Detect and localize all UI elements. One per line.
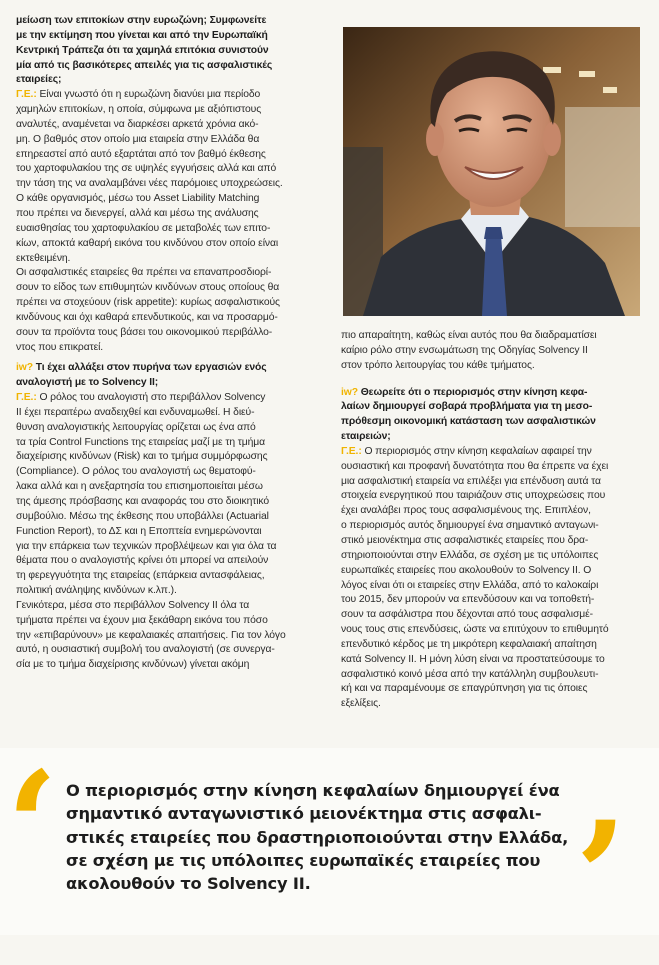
open-quote-icon: ‘ — [6, 739, 59, 915]
text-line: κατά Solvency II. Η μόνη λύση είναι να προστατεύσουμε το — [341, 653, 605, 665]
text-line: του 2015, δεν μπορούν να επενδύσουν και να τοποθετή- — [341, 594, 595, 606]
text-line: με την εκτίμηση που γίνεται και από την Ευρωπαϊκή — [16, 29, 268, 41]
pull-quote-line: σημαντικό ανταγωνιστικό μειονέκτημα στις ασφαλι- — [66, 804, 542, 824]
text-line: συμβούλιο. Μέσω της έκθεσης που υποβάλλει (Actuarial — [16, 510, 269, 522]
portrait-photo-icon — [343, 27, 640, 316]
text-line: μια ασφαλιστική εταιρεία να επιλέξει για επένδυση αυτά τα — [341, 475, 601, 487]
text-line: στοιχεία ενεργητικού που ταιριάζουν στις υποχρεώσεις που — [341, 490, 606, 502]
portrait-photo — [343, 27, 640, 316]
text-line: για την επάρκεια των τεχνικών προβλέψεων και για όλα τα — [16, 540, 277, 552]
text-line: νους τους στις επενδύσεις, ώστε να επιτύχουν το επιθυμητό — [341, 624, 609, 636]
pull-quote — [66, 779, 606, 895]
question-3 — [341, 386, 643, 445]
right-column — [341, 329, 643, 712]
answer-first-line — [16, 391, 324, 406]
answer-first-text: Ο περιορισμός στην κίνηση κεφαλαίων αφαιρεί την — [361, 445, 592, 457]
text-line: αναλυτές, αναμένεται να διαρκέσει αρκετά χρόνια ακό- — [16, 118, 259, 130]
text-line: μείωση των επιτοκίων στην ευρωζώνη; Συμφωνείτε — [16, 15, 267, 26]
text-line: κή και να παραμένουμε σε επαγρύπνηση για τις όποιες — [341, 683, 588, 695]
text-line: θέματα που ο αναλογιστής κρίνει ότι μπορεί να απειλούν — [16, 555, 269, 567]
text-line: κίων, αποκτά καθαρή εικόνα του κινδύνου στον οποίο είναι — [16, 237, 279, 249]
text-line: λακα αλλά και η ανεξαρτησία του επισημοποιείται μέσω — [16, 481, 263, 493]
question-1-continuation — [16, 14, 324, 88]
text-line: αυτό, η ουσιαστική συμβολή του αναλογιστή (σε συνεργα- — [16, 644, 275, 656]
text-line: σουν τα προϊόντα τους βάσει του οικονομικού περιβάλλο- — [16, 326, 273, 338]
text-line: εταιρειών; — [341, 431, 391, 443]
text-line: εταιρείες; — [16, 74, 62, 86]
text-line: διαχείρισης κινδύνων (Risk) και το τμήμα συμμόρφωσης — [16, 451, 268, 463]
pull-quote-line: ακολουθούν το Solvency II. — [66, 874, 311, 894]
speaker-tag: Γ.Ε.: — [16, 89, 37, 101]
text-line: εκτεθειμένη. — [16, 252, 71, 264]
question-2 — [16, 361, 324, 391]
speaker-tag: Γ.Ε.: — [16, 392, 37, 404]
text-line: πολιτική ανάληψης κινδύνων κ.λπ.). — [16, 585, 177, 597]
text-line: τμήματα πρέπει να έχουν μια ξεκάθαρη εικόνα του πόσο — [16, 614, 268, 626]
text-line: του χαρτοφυλακίου της σε υψηλές εγγυήσεις αλλά και από — [16, 163, 277, 175]
text-line: ευαισθησίας του χαρτοφυλακίου σε μεταβολές των επιτο- — [16, 222, 271, 234]
text-line: Function Report), το ΔΣ και η Εποπτεία ενημερώνονται — [16, 525, 262, 537]
question-first-line — [341, 386, 643, 401]
text-line: καίριο ρόλο στην ενσωμάτωση της Οδηγίας Solvency II — [341, 344, 588, 356]
text-line: πιο απαραίτητη, καθώς είναι αυτός που θα διαδραματίσει — [341, 330, 597, 341]
text-line: εξελίξεις. — [341, 698, 381, 710]
text-line: Ο κάθε οργανισμός, μέσω του Asset Liability Matching — [16, 193, 260, 205]
question-first-text: Τι έχει αλλάξει στον πυρήνα των εργασιών ενός — [32, 362, 267, 374]
text-line: ο περιορισμός αυτός δημιουργεί ένα σημαντικό ανταγωνι- — [341, 520, 599, 532]
text-line: λόγος είναι ότι οι εταιρείες στην Ελλάδα, από το καλοκαίρι — [341, 579, 599, 591]
text-line: ευρωπαϊκές εταιρείες που ακολουθούν το Solvency II. Ο — [341, 564, 592, 576]
text-line: θυνση αναλογιστικής λειτουργίας ορίζεται ως ένα από — [16, 421, 256, 433]
answer-1 — [16, 88, 324, 355]
pull-quote-section — [0, 739, 659, 965]
text-line: μη. Ο βαθμός στον οποίο μια εταιρεία στην Ελλάδα θα — [16, 133, 260, 145]
text-line: Οι ασφαλιστικές εταιρείες θα πρέπει να επαναπροσδιορί- — [16, 267, 272, 279]
text-line: σία με το τμήμα διαχείρισης κινδύνων) γίνεται ακόμη — [16, 659, 250, 671]
text-line: πρέπει να στοχεύουν (risk appetite): κυρίως ασφαλιστικούς — [16, 297, 280, 309]
answer-first-line — [16, 88, 324, 103]
text-line: στικό μειονέκτημα στις ασφαλιστικές εταιρείες που δρα- — [341, 534, 589, 546]
left-column — [16, 14, 324, 673]
text-line: ουσιαστική και προφανή δυνατότητα που θα έπρεπε να έχει — [341, 460, 609, 472]
text-line: της άμεσης πρόσβασης και αναφοράς του στο διοικητικό — [16, 496, 270, 507]
text-line: χαμηλών επιτοκίων, η οποία, σύμφωνα με αξιόπιστους — [16, 104, 262, 116]
answer-first-text: Ο ρόλος του αναλογιστή στο περιβάλλον Solvency — [36, 392, 266, 404]
text-line: επενδυτικό κέρδος με τη μικρότερη κεφαλαιακή απαίτηση — [341, 638, 597, 650]
text-line: τα τρία Control Functions της εταιρείας μαζί με τη τμήμα — [16, 436, 265, 448]
text-line: σουν τα ασφάλιστρα που δέχονται από τους ασφαλισμέ- — [341, 609, 593, 621]
answer-2 — [16, 391, 324, 673]
text-line: Γενικότερα, μέσα στο περιβάλλον Solvency II όλα τα — [16, 599, 250, 611]
text-line: (Compliance). Ο ρόλος του αναλογιστή ως θεματοφύ- — [16, 466, 256, 478]
text-line: έχει αναλάβει προς τους ασφαλισμένους της. Επιπλέον, — [341, 505, 591, 517]
text-line: σουν το είδος των επιθυμητών κινδύνων στους οποίους θα — [16, 282, 280, 294]
text-line: λαίων δημιουργεί σοβαρά προβλήματα για τη μεσο- — [341, 401, 593, 413]
text-line: πρόθεσμη οικονομική κατάσταση των ασφαλιστικών — [341, 416, 596, 428]
speaker-tag: Γ.Ε.: — [341, 445, 362, 457]
text-line: II έχει περαιτέρω αναδειχθεί και ενδυναμωθεί. Η διεύ- — [16, 406, 255, 418]
text-line: Κεντρική Τράπεζα ότι τα χαμηλά επιτόκια συνιστούν — [16, 44, 269, 56]
text-line: μία από τις βασικότερες απειλές για τις ασφαλιστικές — [16, 59, 273, 71]
text-line: κινδύνους και όχι καθαρά επενδυτικούς, και να προσαρμό- — [16, 311, 278, 323]
interviewer-tag: iw? — [341, 386, 358, 398]
text-line: ασφαλιστικό κοινό μέσα από την κατάλληλη συμβουλευτι- — [341, 668, 599, 680]
text-line: επηρεαστεί από αυτό εξαρτάται από τον βαθμό έκθεσης — [16, 148, 266, 160]
text-line: που πρέπει να διενεργεί, αλλά και μέσω της ανάλυσης — [16, 207, 259, 219]
pull-quote-line: Ο περιορισμός στην κίνηση κεφαλαίων δημιουργεί ένα — [66, 781, 560, 800]
question-first-line — [16, 361, 324, 376]
interviewer-tag: iw? — [16, 362, 33, 374]
question-first-text: Θεωρείτε ότι ο περιορισμός στην κίνηση κεφα- — [357, 386, 588, 398]
text-line: τη φερεγγυότητα της εταιρείας (επάρκεια αντασφάλειας, — [16, 570, 265, 582]
answer-2-continuation — [341, 329, 643, 374]
answer-3 — [341, 445, 643, 712]
answer-first-line — [341, 445, 643, 460]
text-line: στηριοποιούνται στην Ελλάδα, σε σχέση με τις υπόλοιπες — [341, 549, 599, 561]
text-line: αναλογιστή με το Solvency II; — [16, 377, 159, 389]
text-line: ντος που επικρατεί. — [16, 341, 104, 353]
close-quote-icon: ’ — [575, 789, 628, 965]
pull-quote-line: στικές εταιρείες που δραστηριοποιούνται στην Ελλάδα, — [66, 827, 569, 847]
text-line: την «επιβαρύνουν» με κεφαλαιακές απαιτήσεις. Για τον λόγο — [16, 629, 286, 641]
text-line: στον τρόπο λειτουργίας του κάθε τμήματος. — [341, 359, 535, 371]
answer-first-text: Είναι γνωστό ότι η ευρωζώνη διανύει μια περίοδο — [36, 89, 261, 101]
text-line: την τάση της να αναλαμβάνει νέες παρόμοιες υποχρεώσεις. — [16, 178, 283, 190]
pull-quote-line: σε σχέση με τις υπόλοιπες ευρωπαϊκές εταιρείες που — [66, 850, 541, 870]
